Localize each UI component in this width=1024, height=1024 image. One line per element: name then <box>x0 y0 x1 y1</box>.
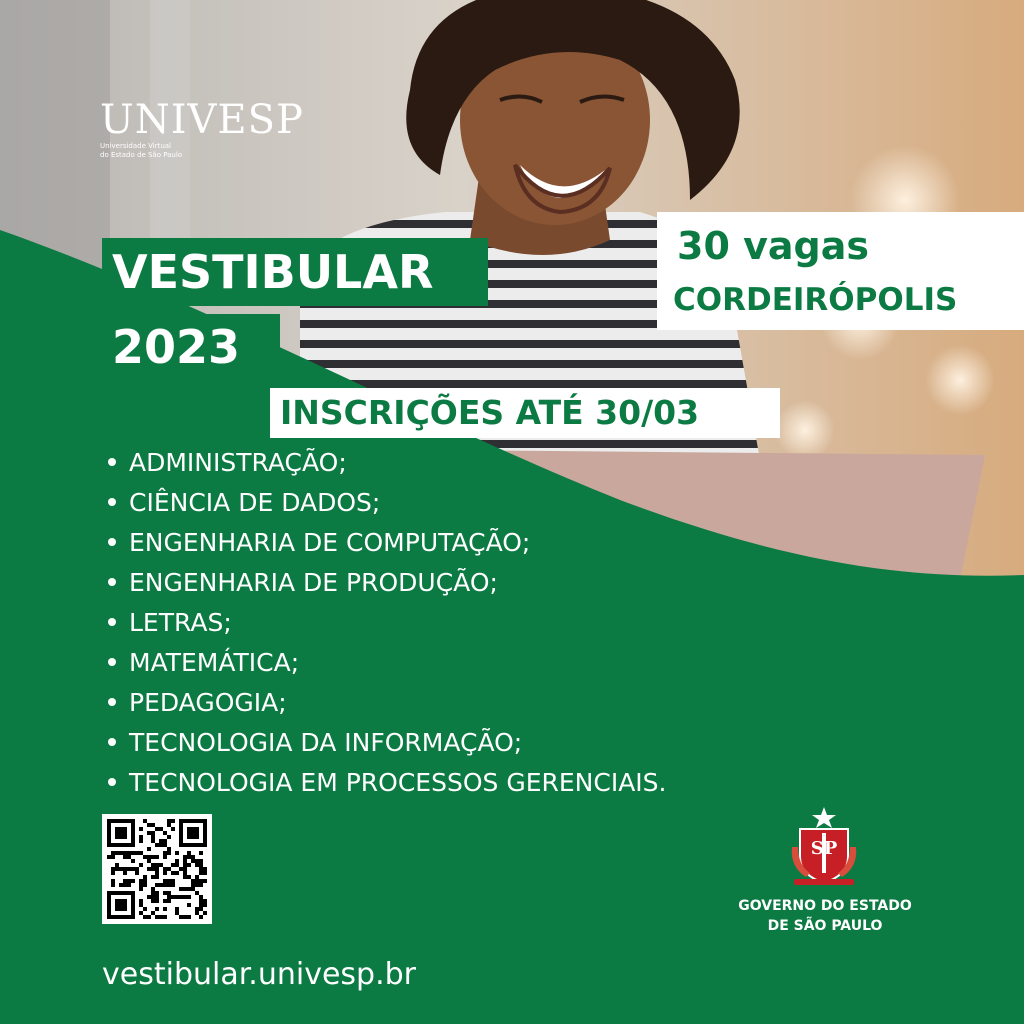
inscricoes-deadline: INSCRIÇÕES ATÉ 30/03 <box>270 388 780 438</box>
bullet-icon <box>108 738 116 746</box>
course-label: TECNOLOGIA DA INFORMAÇÃO; <box>129 728 523 757</box>
course-label: TECNOLOGIA EM PROCESSOS GERENCIAIS. <box>129 768 667 797</box>
vagas-city: CORDEIRÓPOLIS <box>673 282 958 318</box>
course-label: LETRAS; <box>129 608 232 637</box>
course-item <box>108 483 667 523</box>
bullet-icon <box>108 538 116 546</box>
sao-paulo-seal-icon <box>786 807 862 893</box>
bullet-icon <box>108 498 116 506</box>
course-item <box>108 723 667 763</box>
headline-year: 2023 <box>102 314 280 380</box>
vagas-count: 30 vagas <box>677 224 869 268</box>
bullet-icon <box>108 458 116 466</box>
course-label: MATEMÁTICA; <box>129 648 300 677</box>
website-link[interactable]: vestibular.univesp.br <box>102 957 416 992</box>
qr-code-graphic <box>102 814 212 924</box>
course-item <box>108 683 667 723</box>
headline-vestibular: VESTIBULAR <box>102 238 488 306</box>
government-label <box>720 896 930 936</box>
course-item <box>108 763 667 803</box>
univesp-logo <box>100 98 304 160</box>
course-label: CIÊNCIA DE DADOS; <box>129 488 381 517</box>
bullet-icon <box>108 618 116 626</box>
bullet-icon <box>108 778 116 786</box>
qr-code-icon[interactable] <box>102 814 212 924</box>
course-item <box>108 523 667 563</box>
course-label: ENGENHARIA DE PRODUÇÃO; <box>129 568 498 597</box>
course-item <box>108 563 667 603</box>
logo-wordmark: UNIVESP <box>100 97 304 143</box>
seal-letters: SP <box>810 838 838 859</box>
course-label: ENGENHARIA DE COMPUTAÇÃO; <box>129 528 531 557</box>
vagas-box <box>657 212 1024 330</box>
course-item <box>108 443 667 483</box>
course-item <box>108 643 667 683</box>
bullet-icon <box>108 658 116 666</box>
course-label: ADMINISTRAÇÃO; <box>129 448 347 477</box>
logo-subtitle-line1: Universidade Virtual <box>100 142 172 150</box>
government-line1: GOVERNO DO ESTADO <box>738 898 912 914</box>
government-line2: DE SÃO PAULO <box>767 918 883 934</box>
logo-subtitle-line2: do Estado de São Paulo <box>100 151 183 159</box>
course-label: PEDAGOGIA; <box>129 688 287 717</box>
bullet-icon <box>108 578 116 586</box>
bullet-icon <box>108 698 116 706</box>
course-list <box>108 443 667 803</box>
course-item <box>108 603 667 643</box>
